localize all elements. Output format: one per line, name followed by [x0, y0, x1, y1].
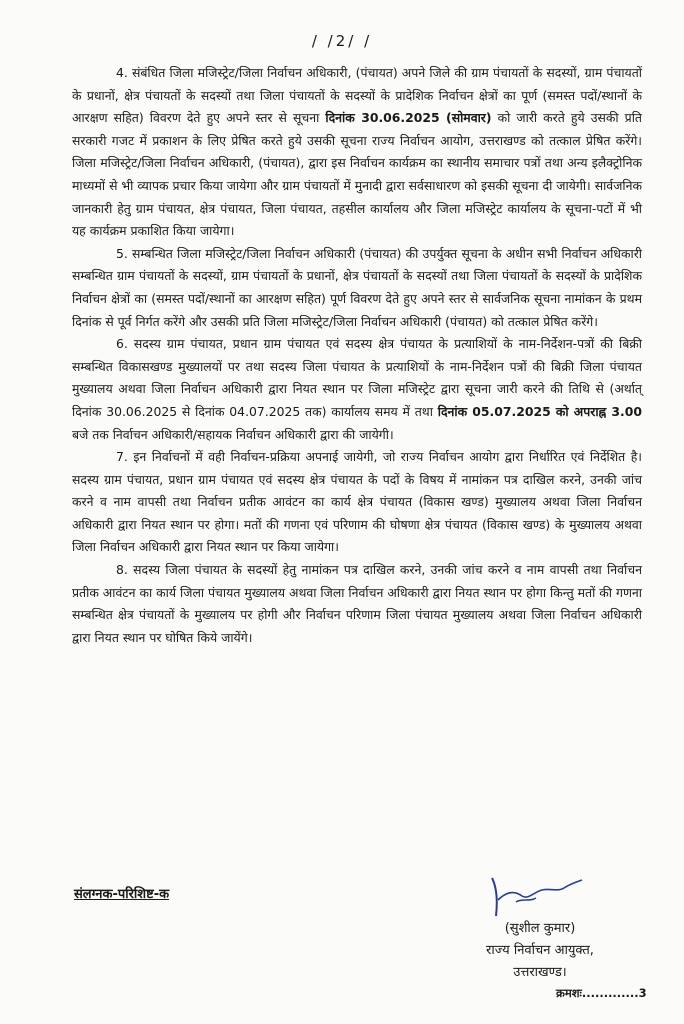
signature-mark [478, 872, 588, 922]
attachment-label: संलग्नक-परिशिष्ट-क [74, 887, 170, 902]
bold-date-text: दिनांक 30.06.2025 (सोमवार) [325, 110, 492, 126]
paragraph-7 [72, 446, 642, 559]
paragraph-4 [72, 62, 642, 243]
page-number: / /2/ / [311, 32, 373, 50]
document-body [72, 62, 642, 649]
paragraph-8 [72, 559, 642, 649]
signatory-state: उत्तराखण्ड। [513, 965, 567, 980]
paragraph-text: 4. संबंधित जिला मजिस्ट्रेट/जिला निर्वाचन अधिकारी, (पंचायत) अपने जिले की ग्राम पंचायतों के सदस्यों, ग्राम पंचायतों के प्रधानों, क्षेत्र पंचायतों के सदस्यों तथा जिला पंचायतों के सदस्यों के प्रादेशिक निर्वाचन क्षेत्रों का पूर्ण (समस्त पदों/स्थानों के आरक्षण सहित) विवरण देते हुए अपने स्तर से सूचना [72, 65, 642, 126]
signatory-block [420, 918, 660, 984]
paragraph-text: 8. सदस्य जिला पंचायत के सदस्यों हेतु नामांकन पत्र दाखिल करने, उनकी जांच करने व नाम वापसी तथा निर्वाचन प्रतीक आवंटन का कार्य जिला पंचायत मुख्यालय अथवा जिला निर्वाचन अधिकारी द्वारा नियत स्थान पर होगा किन्तु मतों की गणना सम्बन्धित क्षेत्र पंचायतों के मुख्यालय पर होगी और निर्वाचन परिणाम जिला पंचायत मुख्यालय अथवा जिला निर्वाचन अधिकारी द्वारा नियत स्थान पर घोषित किये जायेंगे। [72, 562, 642, 645]
continued-marker: क्रमशः.............3 [556, 986, 647, 1000]
paragraph-text: 6. सदस्य ग्राम पंचायत, प्रधान ग्राम पंचायत एवं सदस्य क्षेत्र पंचायत के प्रत्याशियों के नाम-निर्देशन-पत्रों की बिक्री सम्बन्धित विकासखण्ड मुख्यालयों पर तथा सदस्य जिला पंचायत के प्रत्याशियों के नाम-निर्देशन पत्रों की बिक्री जिला पंचायत मुख्यालय अथवा जिला निर्वाचन अधिकारी द्वारा नियत स्थान पर जिला मजिस्ट्रेट द्वारा सूचना जारी करने की तिथि से (अर्थात् दिनांक 30.06.2025 से दिनांक 04.07.2025 तक) कार्यालय समय में तथा [72, 336, 642, 419]
paragraph-text: को जारी करते हुये उसकी प्रति सरकारी गजट में प्रकाशन के लिए प्रेषित करते हुये उसकी सूचना राज्य निर्वाचन आयोग, उत्तराखण्ड को तत्काल प्रेषित करेंगे। जिला मजिस्ट्रेट/जिला निर्वाचन अधिकारी, (पंचायत), द्वारा इस निर्वाचन कार्यक्रम का स्थानीय समाचार पत्रों तथा अन्य इलैक्ट्रोनिक माध्यमों से भी व्यापक प्रचार किया जायेगा और ग्राम पंचायतों में मुनादी द्वारा सर्वसाधारण को इसकी सूचना दी जायेगी। सार्वजनिक जानकारी हेतु ग्राम पंचायत, क्षेत्र पंचायत, जिला पंचायत, तहसील कार्यालय और जिला मजिस्ट्रेट कार्यालय के सूचना-पटों में भी यह कार्यक्रम प्रकाशित किया जायेगा। [72, 110, 642, 239]
signatory-name: (सुशील कुमार) [504, 921, 576, 936]
paragraph-text: 7. इन निर्वाचनों में वही निर्वाचन-प्रक्रिया अपनाई जायेगी, जो राज्य निर्वाचन आयोग द्वारा निर्धारित एवं निर्देशित है। सदस्य ग्राम पंचायत, प्रधान ग्राम पंचायत एवं सदस्य क्षेत्र पंचायत के पदों के विषय में नामांकन पत्र दाखिल करने, उनकी जांच करने व नाम वापसी तथा निर्वाचन प्रतीक आवंटन का कार्य क्षेत्र पंचायत (विकास खण्ड) मुख्यालय अथवा जिला निर्वाचन अधिकारी द्वारा नियत स्थान पर होगा। मतों की गणना एवं परिणाम की घोषणा क्षेत्र पंचायत (विकास खण्ड) के मुख्यालय अथवा जिला निर्वाचन अधिकारी द्वारा नियत स्थान पर किया जायेगा। [72, 449, 642, 555]
paragraph-5 [72, 243, 642, 333]
paragraph-text: 5. सम्बन्धित जिला मजिस्ट्रेट/जिला निर्वाचन अधिकारी (पंचायत) की उपर्युक्त सूचना के अधीन सभी निर्वाचन अधिकारी सम्बन्धित ग्राम पंचायतों के सदस्यों, ग्राम पंचायतों के प्रधानों, क्षेत्र पंचायतों के सदस्यों तथा जिला पंचायतों के सदस्यों के प्रादेशिक निर्वाचन क्षेत्रों का (समस्त पदों/स्थानों का आरक्षण सहित) पूर्ण विवरण देते हुए अपने स्तर से सार्वजनिक सूचना नामांकन के प्रथम दिनांक से पूर्व निर्गत करेंगे और उसकी प्रति जिला मजिस्ट्रेट/जिला निर्वाचन अधिकारी (पंचायत) को तत्काल प्रेषित करेंगे। [72, 245, 642, 329]
bold-date-text: दिनांक 05.07.2025 को अपराह्न 3.00 [437, 403, 642, 419]
paragraph-text: बजे तक निर्वाचन अधिकारी/सहायक निर्वाचन अधिकारी द्वारा की जायेगी। [72, 426, 394, 442]
signatory-designation: राज्य निर्वाचन आयुक्त, [486, 943, 594, 958]
paragraph-6 [72, 333, 642, 446]
